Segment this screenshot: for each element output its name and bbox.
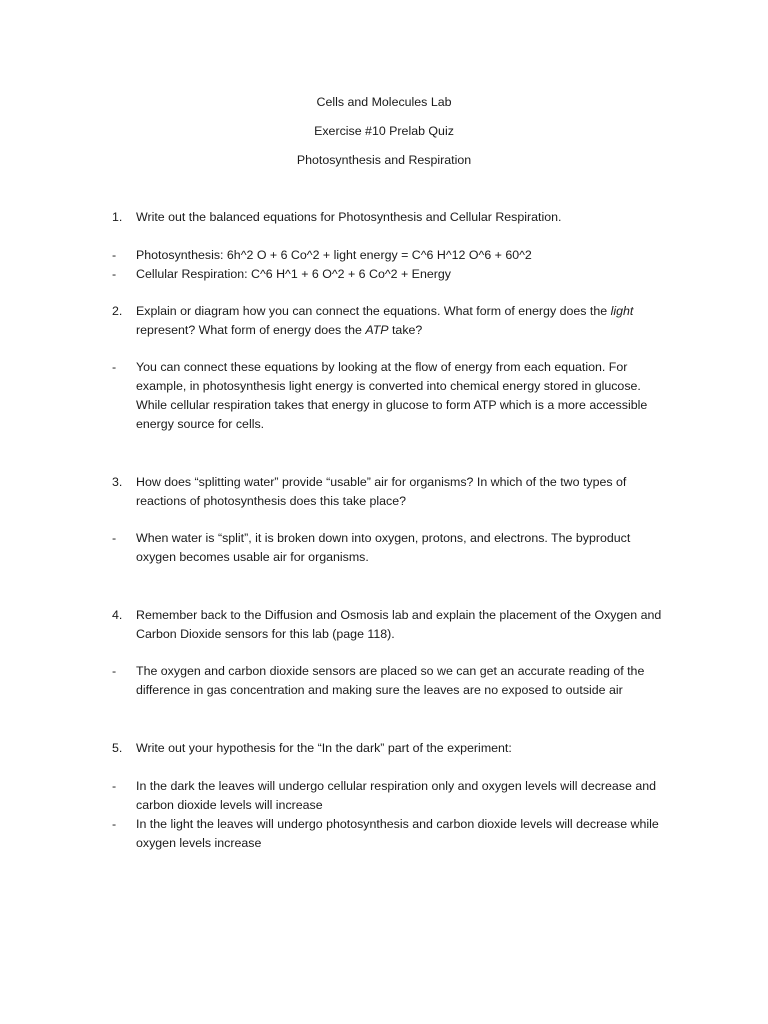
question-text: Write out the balanced equations for Photosynthesis and Cellular Respiration.: [136, 210, 562, 224]
answer-text: The oxygen and carbon dioxide sensors are placed so we can get an accurate reading of the difference in gas concentration and making sure the leaves are no exposed to outside air: [136, 664, 645, 697]
document-course-title: Cells and Molecules Lab: [316, 95, 452, 109]
answer-text: In the light the leaves will undergo photosynthesis and carbon dioxide levels will decrease while oxygen levels increase: [136, 817, 659, 850]
answer-2-1: [112, 358, 672, 434]
question-number: 3.: [112, 475, 123, 489]
question-5: [112, 739, 672, 758]
question-number: 4.: [112, 608, 123, 622]
answer-bullet: -: [112, 360, 117, 374]
answer-text: When water is “split”, it is broken down into oxygen, protons, and electrons. The byproduct oxygen becomes usable air for organisms.: [136, 531, 631, 564]
question-4: [112, 606, 672, 644]
answer-5-1: [112, 777, 672, 815]
question-text: How does “splitting water” provide “usable” air for organisms? In which of the two types of reactions of photosynthesis does this take place?: [136, 475, 627, 508]
question-text: Write out your hypothesis for the “In the dark” part of the experiment:: [136, 741, 512, 755]
answer-1-1: [112, 246, 672, 265]
document-topic-title: Photosynthesis and Respiration: [296, 153, 472, 167]
answer-5-2: [112, 815, 672, 853]
emphasis-atp: ATP: [365, 323, 389, 337]
question-number: 5.: [112, 741, 123, 755]
emphasis-light: light: [610, 304, 634, 318]
answer-bullet: -: [112, 531, 117, 545]
question-text: Remember back to the Diffusion and Osmosis lab and explain the placement of the Oxygen and Carbon Dioxide sensors for this lab (page 118).: [136, 608, 662, 641]
answer-bullet: -: [112, 817, 117, 831]
answer-text: Cellular Respiration: C^6 H^1 + 6 O^2 + 6 Co^2 + Energy: [136, 267, 451, 281]
question-2: [112, 302, 672, 340]
answer-bullet: -: [112, 267, 117, 281]
answer-text: You can connect these equations by looking at the flow of energy from each equation. For example, in photosynthesis light energy is converted into chemical energy stored in glucose. While cellular respiration takes that energy in glucose to form ATP which is a more accessible energy source for cells.: [136, 360, 648, 431]
answer-bullet: -: [112, 779, 117, 793]
answer-bullet: -: [112, 664, 117, 678]
answer-1-2: [112, 265, 672, 284]
answer-4-1: [112, 662, 672, 700]
question-number: 2.: [112, 304, 123, 318]
answer-bullet: -: [112, 248, 117, 262]
answer-text: In the dark the leaves will undergo cellular respiration only and oxygen levels will decrease and carbon dioxide levels will increase: [136, 779, 657, 812]
question-3: [112, 473, 672, 511]
answer-text: Photosynthesis: 6h^2 O + 6 Co^2 + light energy = C^6 H^12 O^6 + 60^2: [136, 248, 532, 262]
question-text: Explain or diagram how you can connect the equations. What form of energy does the light represent? What form of energy does the ATP take?: [136, 304, 634, 337]
question-number: 1.: [112, 210, 123, 224]
answer-3-1: [112, 529, 672, 567]
document-exercise-title: Exercise #10 Prelab Quiz: [314, 124, 454, 138]
question-1: [112, 208, 672, 227]
